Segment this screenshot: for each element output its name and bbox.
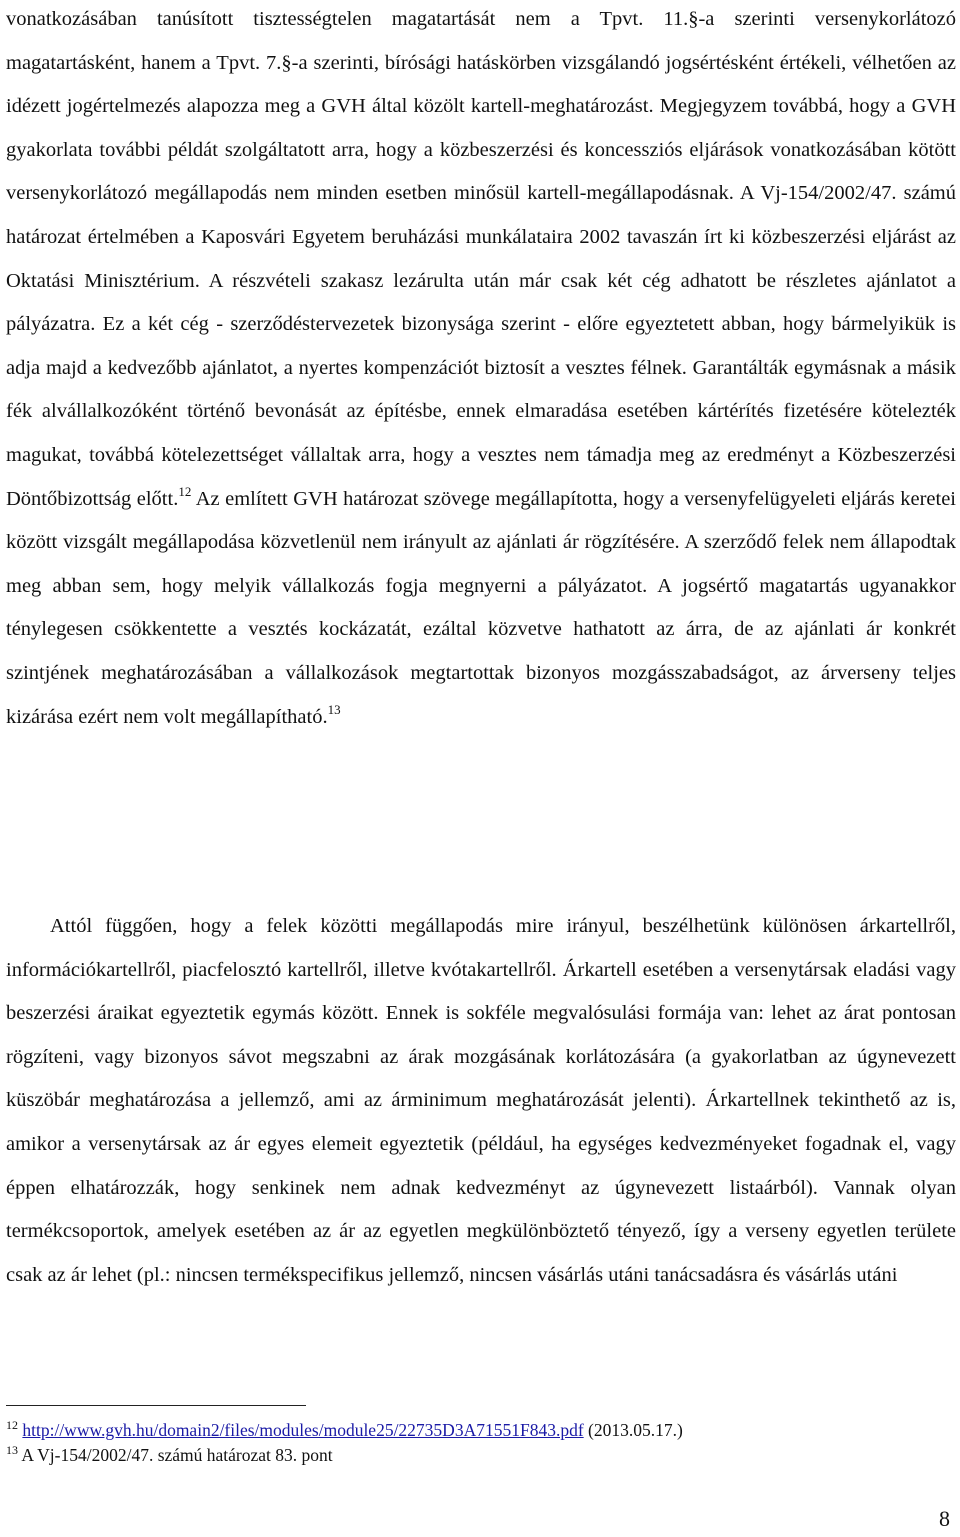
footnote-12 bbox=[6, 1414, 683, 1441]
footnote-separator bbox=[6, 1405, 306, 1406]
paragraph-1-text-b: Az említett GVH határozat szövege megállapította, hogy a versenyfelügyeleti eljárás keretei között vizsgált megállapodása közvetlenül nem irányult az ajánlati ár rögzítésére. A szerződő felek nem állapodtak meg abban sem, hogy melyik vállalkozás fogja megnyerni a pályázatot. A jogsértő magatartás ugyanakkor ténylegesen csökkentette a vesztés kockázatát, ezáltal közvetve hathatott az árra, de az ajánlati ár konkrét szintjének meghatározásában a vállalkozások megtartottak bizonyos mozgásszabadságot, az árverseny teljes kizárása ezért nem volt megállapítható. bbox=[6, 487, 956, 728]
body-paragraph-2: Attól függően, hogy a felek közötti megállapodás mire irányul, beszélhetünk különösen árkartellről, információkartellről, piacfelosztó kartellről, illetve kvótakartellről. Árkartell esetében a versenytársak eladási vagy beszerzési áraikat egyeztetik egymás között. Ennek is sokféle megvalósulási formája van: lehet az árat pontosan rögzíteni, vagy bizonyos sávot megszabni az árak mozgásának korlátozására (a gyakorlatban az úgynevezett küszöbár meghatározása a jellemző, ami az árminimum meghatározását jelenti). Árkartellnek tekinthető az is, amikor a versenytársak az ár egyes elemeit egyeztetik (például, ha egységes kedvezményeket fogadnak el, vagy éppen elhatározzák, hogy senkinek nem adnak kedvezményt az úgynevezett listaárból). Vannak olyan termékcsoportok, amelyek esetében az ár az egyetlen megkülönböztető tényező, így a verseny egyetlen területe csak az ár lehet (pl.: nincsen termékspecifikus jellemző, nincsen vásárlás utáni tanácsadásra és vásárlás utáni bbox=[6, 915, 956, 1286]
footnote-12-date: (2013.05.17.) bbox=[583, 1420, 683, 1440]
paragraph-1-text-a: vonatkozásában tanúsított tisztességtelen magatartását nem a Tpvt. 11.§-a szerinti versenykorlátozó magatartásként, hanem a Tpvt. 7.§-a szerinti, bírósági hatáskörben vizsgálandó jogsértésként értékeli, vélhetően az idézett jogértelmezés alapozza meg a GVH által közölt kartell-meghatározást. Megjegyzem továbbá, hogy a GVH gyakorlata további példát szolgáltatott arra, hogy a közbeszerzési és koncessziós eljárások vonatkozásában kötött versenykorlátozó megállapodás nem minden esetben minősül kartell-megállapodásnak. A Vj-154/2002/47. számú határozat értelmében a Kaposvári Egyetem beruházási munkálataira 2002 tavaszán írt ki közbeszerzési eljárást az Oktatási Minisztérium. A részvételi szakasz lezárulta után már csak két cég adhatott be részletes ajánlatot a pályázatra. Ez a két cég - szerződéstervezetek bizonysága szerint - előre egyeztetett abban, hogy bármelyikük is adja majd a kedvezőbb ajánlatot, a nyertes kompenzációt biztosít a vesztes félnek. Garantálták egymásnak a másik fék alvállalkozóként történő bevonását az építésbe, ennek elmaradása esetében kártérítés fizetésére kötelezték magukat, továbbá kötelezettséget vállaltak arra, hogy a vesztes nem támadja meg az eredményt a Közbeszerzési Döntőbizottság előtt. bbox=[6, 8, 956, 510]
body-paragraph-1 bbox=[6, 0, 956, 739]
footnote-13-text: A Vj-154/2002/47. számú határozat 83. pont bbox=[18, 1445, 333, 1465]
page-number: 8 bbox=[939, 1506, 950, 1531]
footnote-13-number: 13 bbox=[6, 1443, 18, 1457]
footnote-ref-12[interactable]: 12 bbox=[178, 483, 192, 499]
footnote-ref-13[interactable]: 13 bbox=[327, 701, 341, 717]
footnote-12-link[interactable]: http://www.gvh.hu/domain2/files/modules/module25/22735D3A71551F843.pdf bbox=[22, 1420, 584, 1440]
footnote-12-number: 12 bbox=[6, 1418, 18, 1432]
footnote-13 bbox=[6, 1439, 333, 1466]
